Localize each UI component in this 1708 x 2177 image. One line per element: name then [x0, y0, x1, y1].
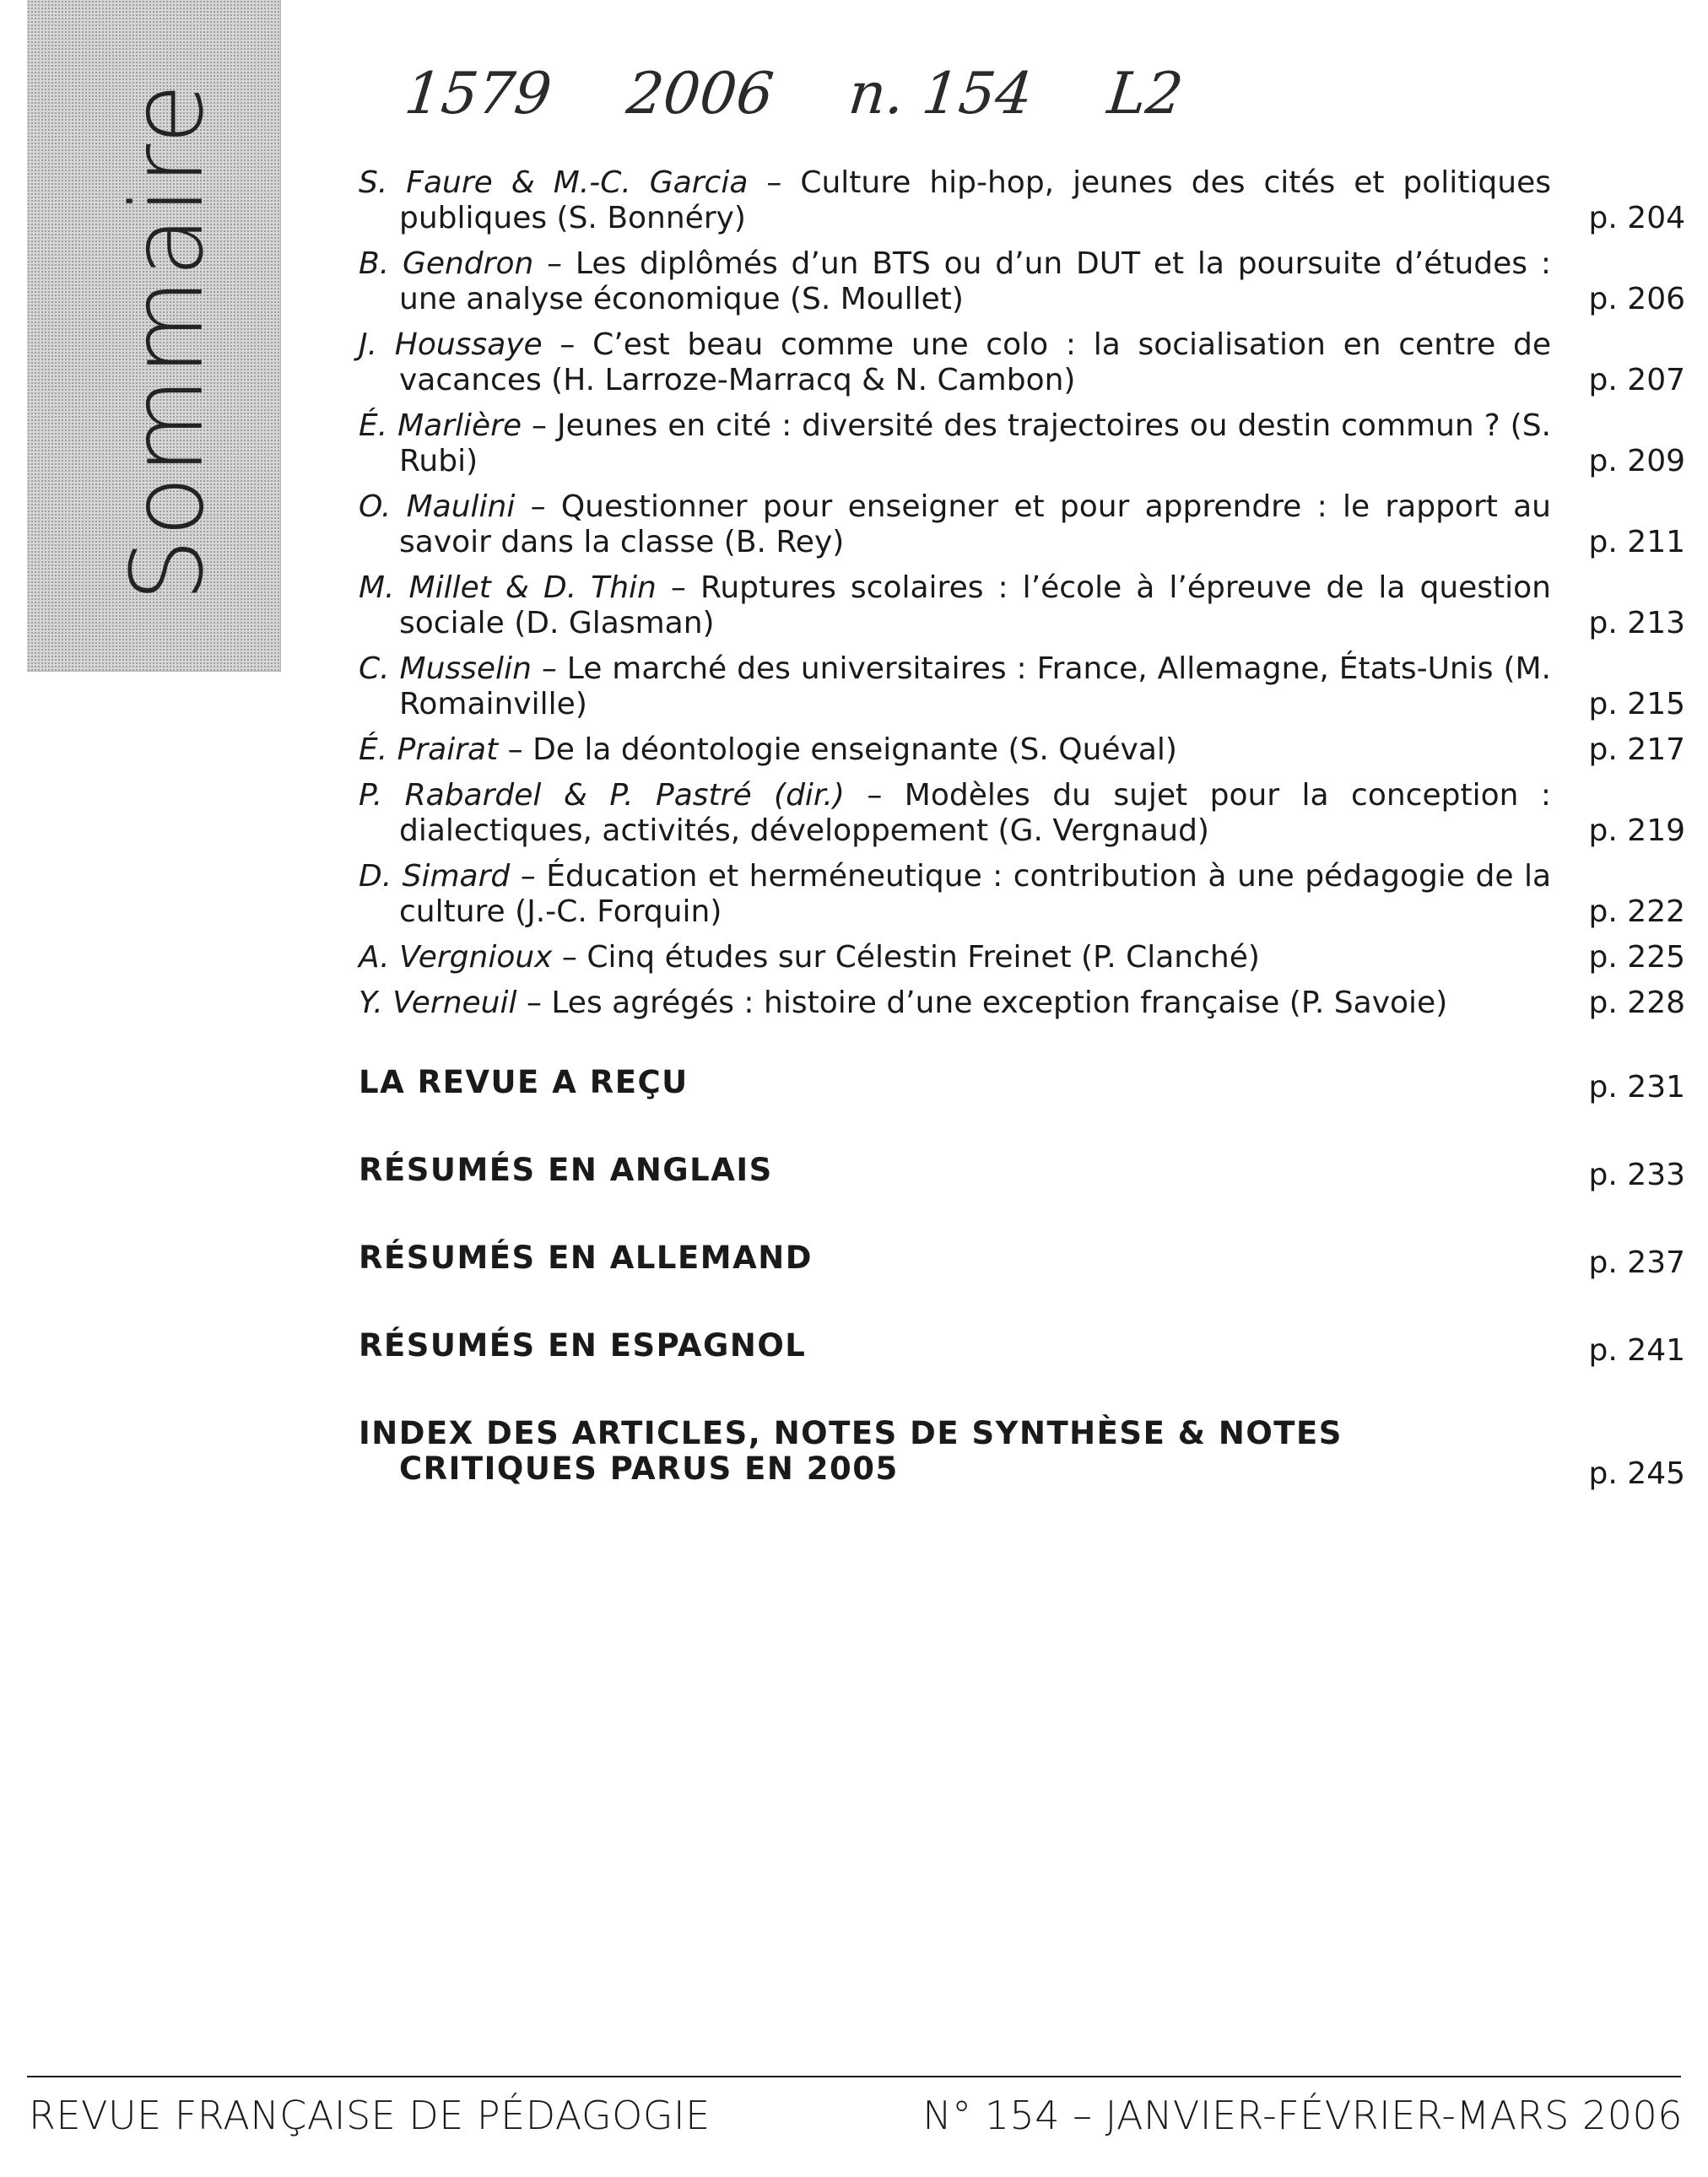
section-title: LA REVUE A REÇU — [359, 1064, 689, 1100]
entry-title: – Culture hip-hop, jeunes des cités et politiques publiques (S. Bonnéry) — [399, 165, 1551, 235]
footer-journal-name: REVUE FRANÇAISE DE PÉDAGOGIE — [29, 2093, 711, 2138]
toc-entry[interactable] — [359, 327, 1685, 398]
entry-page: p. 206 — [1588, 282, 1685, 316]
section-page: p. 233 — [1588, 1158, 1685, 1192]
footer-issue: N° 154 – JANVIER-FÉVRIER-MARS 2006 — [922, 2093, 1683, 2138]
entry-author: A. Vergnioux — [359, 940, 553, 975]
section-entry[interactable] — [359, 1240, 1685, 1280]
entry-page: p. 225 — [1588, 940, 1685, 975]
section-page: p. 231 — [1588, 1070, 1685, 1105]
entry-title: – De la déontologie enseignante (S. Quéval) — [498, 732, 1177, 767]
entry-author: B. Gendron — [359, 246, 534, 281]
section-entry[interactable] — [359, 1064, 1685, 1105]
entry-title: – Cinq études sur Célestin Freinet (P. Clanché) — [552, 940, 1260, 975]
entry-author: J. Houssaye — [359, 327, 543, 362]
section-title: RÉSUMÉS EN ALLEMAND — [359, 1240, 813, 1276]
toc-entry[interactable] — [359, 489, 1685, 560]
section-entry[interactable] — [359, 1152, 1685, 1192]
entry-page: p. 222 — [1588, 894, 1685, 929]
entry-author: P. Rabardel & P. Pastré (dir.) — [359, 778, 845, 813]
entry-author: É. Marlière — [359, 408, 522, 443]
entry-page: p. 219 — [1588, 813, 1685, 848]
entry-title: – C’est beau comme une colo : la socialisation en centre de vacances (H. Larroze-Marracq & N. Cambon) — [399, 327, 1551, 397]
entry-author: Y. Verneuil — [359, 986, 517, 1020]
entry-author: S. Faure & M.-C. Garcia — [359, 165, 749, 200]
sommaire-sidebar — [27, 0, 281, 672]
entry-page: p. 209 — [1588, 444, 1685, 478]
entry-title: – Le marché des universitaires : France, Allemagne, États-Unis (M. Romainville) — [399, 651, 1551, 721]
entry-page: p. 211 — [1588, 525, 1685, 559]
toc-entry[interactable] — [359, 570, 1685, 641]
toc-entry[interactable] — [359, 165, 1685, 236]
entry-author: C. Musselin — [359, 651, 532, 686]
toc-entry[interactable] — [359, 408, 1685, 479]
entry-page: p. 204 — [1588, 201, 1685, 235]
review-list — [359, 165, 1685, 1031]
entry-page: p. 215 — [1588, 687, 1685, 721]
entry-title: – Questionner pour enseigner et pour apprendre : le rapport au savoir dans la classe (B. Rey) — [399, 489, 1551, 559]
handwritten-number: 1579 — [401, 61, 555, 127]
toc-entry[interactable] — [359, 246, 1685, 317]
toc-entry[interactable] — [359, 859, 1685, 930]
section-entry[interactable] — [359, 1327, 1685, 1368]
toc-entry[interactable] — [359, 778, 1685, 849]
entry-page: p. 207 — [1588, 363, 1685, 397]
section-page: p. 245 — [1588, 1456, 1685, 1491]
entry-title: – Les diplômés d’un BTS ou d’un DUT et la poursuite d’études : une analyse économique (S. Moullet) — [399, 246, 1551, 316]
entry-author: O. Maulini — [359, 489, 516, 524]
entry-page: p. 213 — [1588, 606, 1685, 640]
sidebar-title: Sommaire — [109, 81, 225, 602]
handwritten-code: L2 — [1104, 61, 1186, 127]
handwritten-year: 2006 — [623, 61, 777, 127]
entry-title: – Éducation et herméneutique : contribution à une pédagogie de la culture (J.-C. Forquin) — [399, 859, 1552, 929]
section-page: p. 237 — [1588, 1245, 1685, 1280]
entry-author: D. Simard — [359, 859, 511, 894]
entry-title: – Modèles du sujet pour la conception : dialectiques, activités, développement (G. Vergnaud) — [399, 778, 1551, 848]
toc-entry[interactable] — [359, 732, 1685, 768]
section-entry[interactable] — [359, 1415, 1685, 1491]
footer-rule — [27, 2076, 1681, 2077]
entry-page: p. 217 — [1588, 732, 1685, 767]
entry-author: É. Prairat — [359, 732, 499, 767]
section-list — [359, 1065, 1685, 1539]
entry-title: – Jeunes en cité : diversité des trajectoires ou destin commun ? (S. Rubi) — [399, 408, 1551, 478]
toc-entry[interactable] — [359, 986, 1685, 1021]
section-title: RÉSUMÉS EN ESPAGNOL — [359, 1327, 807, 1364]
entry-title: – Les agrégés : histoire d’une exception française (P. Savoie) — [516, 986, 1448, 1020]
entry-author: M. Millet & D. Thin — [359, 570, 657, 605]
toc-entry[interactable] — [359, 651, 1685, 722]
handwritten-issue: n. 154 — [845, 61, 1036, 127]
section-title: INDEX DES ARTICLES, NOTES DE SYNTHÈSE & NOTES CRITIQUES PARUS EN 2005 — [359, 1415, 1343, 1487]
section-title: RÉSUMÉS EN ANGLAIS — [359, 1152, 773, 1188]
entry-page: p. 228 — [1588, 986, 1685, 1020]
handwritten-note — [402, 61, 1337, 127]
section-page: p. 241 — [1588, 1333, 1685, 1368]
toc-entry[interactable] — [359, 940, 1685, 975]
entry-title: – Ruptures scolaires : l’école à l’épreuve de la question sociale (D. Glasman) — [399, 570, 1551, 640]
